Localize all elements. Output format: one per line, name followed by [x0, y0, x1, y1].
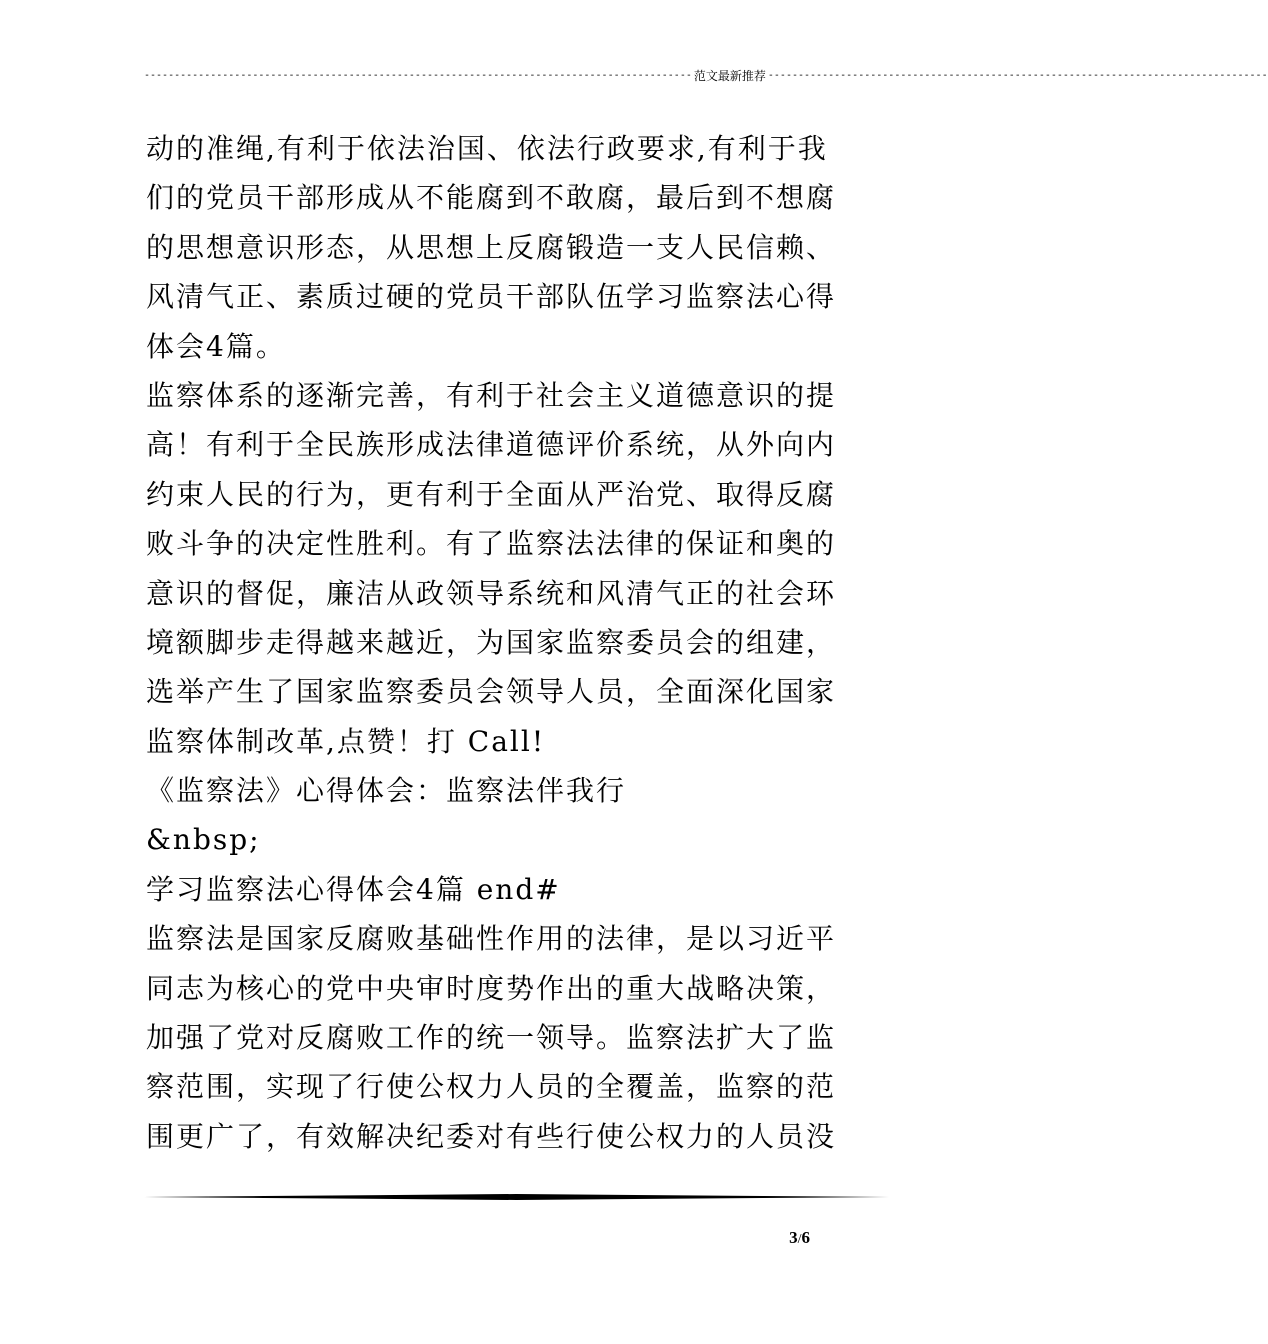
text-line: &nbsp; — [146, 823, 261, 857]
text-line: 围更广了，有效解决纪委对有些行使公权力的人员没 — [146, 1119, 837, 1153]
text-line: 察范围，实现了行使公权力人员的全覆盖，监察的范 — [146, 1070, 837, 1104]
page-number — [770, 1228, 810, 1248]
text-line: 体会4篇。 — [146, 329, 286, 363]
header-title: 范文最新推荐 — [693, 69, 766, 83]
text-line: 风清气正、素质过硬的党员干部队伍学习监察法心得 — [146, 280, 837, 314]
text-line: 高！有利于全民族形成法律道德评价系统，从外向内 — [146, 428, 837, 462]
text-line: 监察体制改革,点赞！打 Call! — [146, 724, 546, 758]
text-line: 们的党员干部形成从不能腐到不敢腐，最后到不想腐 — [146, 181, 837, 215]
page-header — [144, 66, 1268, 86]
current-page: 3 — [789, 1228, 798, 1247]
text-line: 选举产生了国家监察委员会领导人员，全面深化国家 — [146, 675, 837, 709]
footer-divider — [144, 1194, 889, 1200]
text-line: 监察体系的逐渐完善，有利于社会主义道德意识的提 — [146, 378, 837, 412]
text-line: 监察法是国家反腐败基础性作用的法律，是以习近平 — [146, 922, 837, 956]
header-rule-left: ------------------------------------------------------------------------------------------- — [144, 70, 692, 81]
total-pages: 6 — [801, 1228, 810, 1247]
text-line: 的思想意识形态，从思想上反腐锻造一支人民信赖、 — [146, 230, 837, 264]
header-rule-right: ----------------------------------------------------------------------------------- — [767, 70, 1268, 81]
text-line: 动的准绳,有利于依法治国、依法行政要求,有利于我 — [146, 132, 828, 165]
text-line: 境额脚步走得越来越近，为国家监察委员会的组建， — [146, 625, 837, 659]
text-line: 败斗争的决定性胜利。有了监察法法律的保证和奥的 — [146, 527, 837, 561]
text-line: 《监察法》心得体会：监察法伴我行 — [146, 774, 627, 808]
text-line: 约束人民的行为，更有利于全面从严治党、取得反腐 — [146, 477, 837, 511]
page-separator: / — [797, 1232, 802, 1247]
text-line: 加强了党对反腐败工作的统一领导。监察法扩大了监 — [146, 1021, 837, 1055]
text-line: 同志为核心的党中央审时度势作出的重大战略决策， — [146, 971, 837, 1005]
body-text — [146, 124, 837, 1161]
text-line: 学习监察法心得体会4篇 end# — [146, 872, 561, 906]
text-line: 意识的督促，廉洁从政领导系统和风清气正的社会环 — [146, 576, 837, 610]
